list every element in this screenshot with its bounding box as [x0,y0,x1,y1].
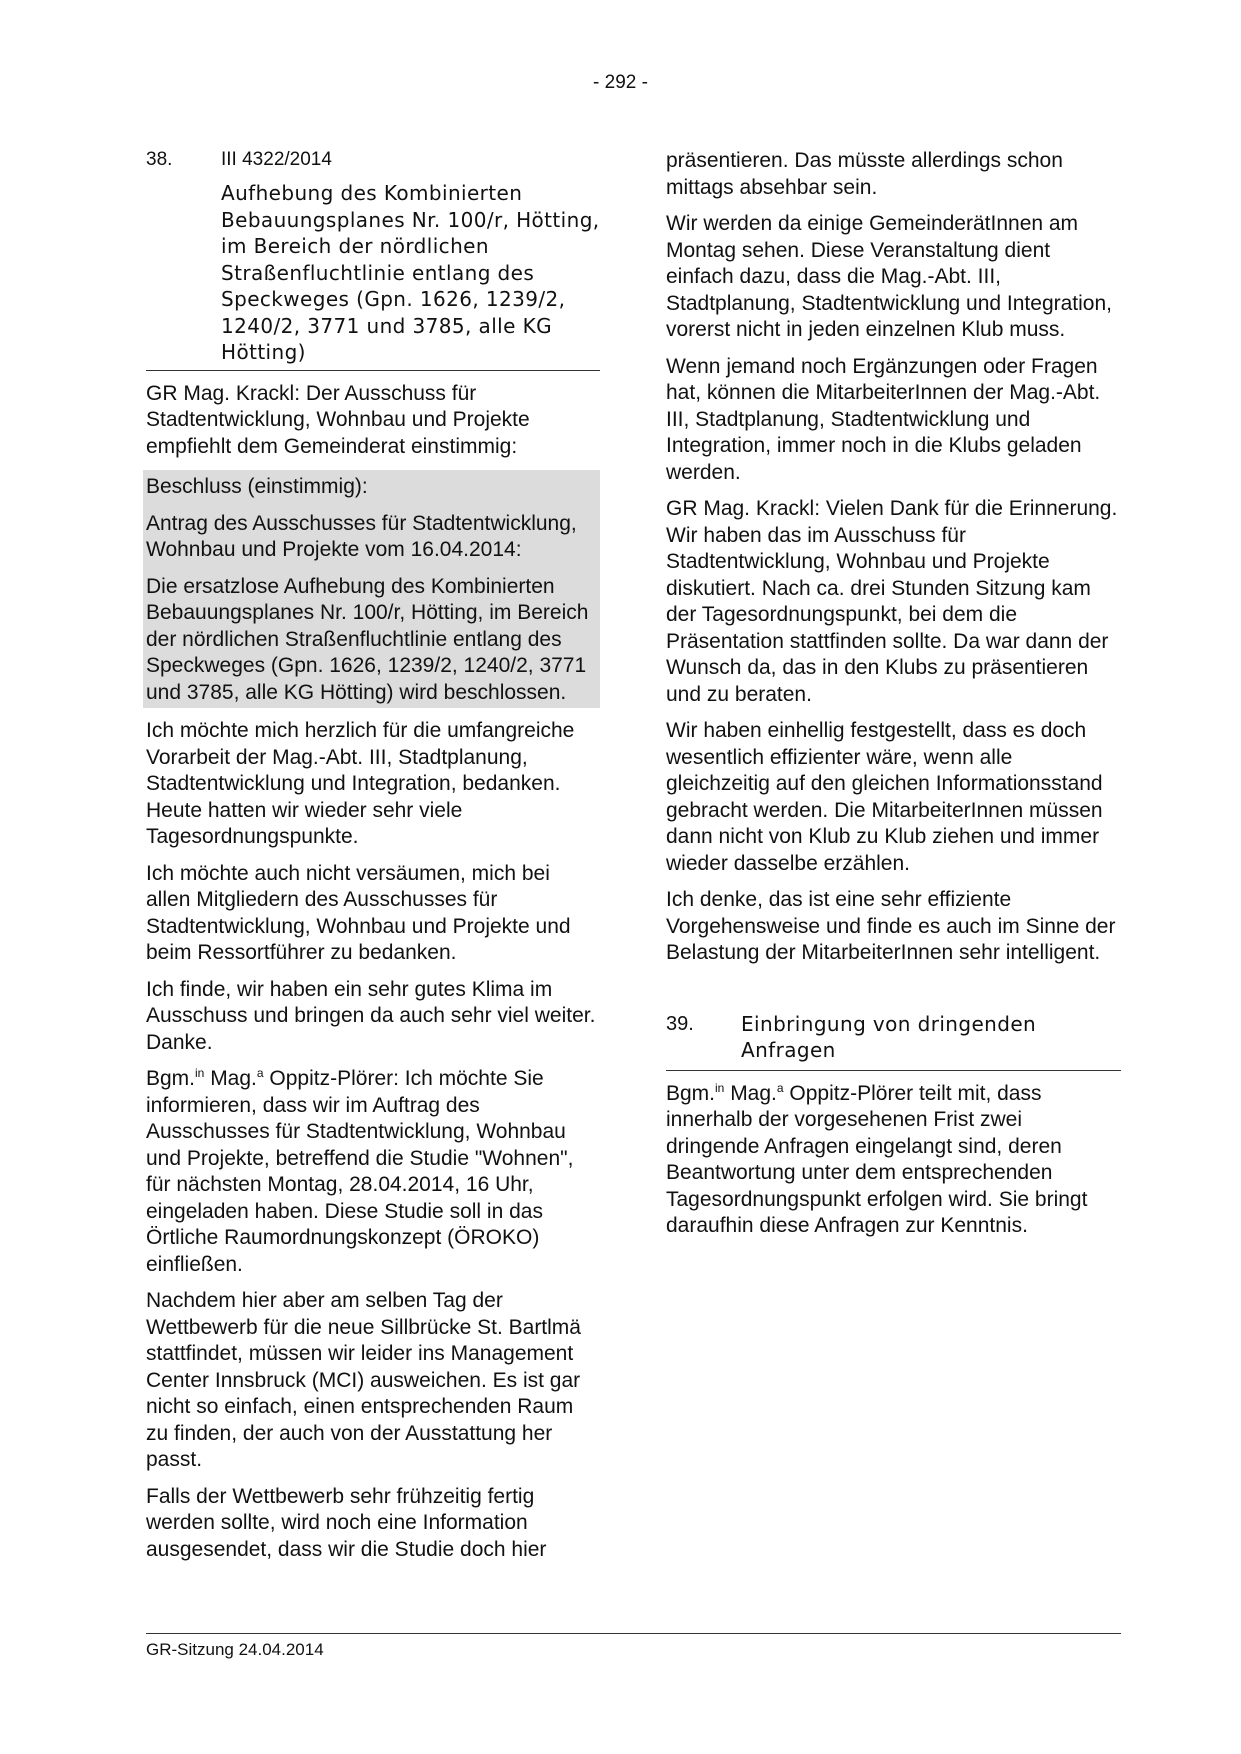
paragraph: Ich finde, wir haben ein sehr gutes Klima im Ausschuss und bringen da auch sehr viel weiter. Danke. [146,977,596,1054]
footer: GR-Sitzung 24.04.2014 [146,1640,324,1659]
item-38-title: Aufhebung des Kombinierten Bebauungsplanes Nr. 100/r, Hötting, im Bereich der nördlichen Straßenfluchtlinie entlang des Speckweges (Gpn. 1626, 1239/2, 1240/2, 3771 und 3785, alle KG Hötting) [221,181,600,364]
mayor-speech: Bgm.$^{in}$ Mag.$^a$ Oppitz-Plörer: Ich möchte Sie informieren, dass wir im Auftrag des Ausschusses für Stadtentwicklung, Wohnbau und Projekte, betreffend die Studie "Wohnen", für nächsten Montag, 28.04.2014, 16 Uhr, eingeladen haben. Diese Studie soll in das Örtliche Raumordnungskonzept (ÖROKO) einfließen. [146,1066,574,1276]
resolution-heading: Beschluss (einstimmig): [146,475,368,498]
paragraph: Ich möchte mich herzlich für die umfangreiche Vorarbeit der Mag.-Abt. III, Stadtplanung, Stadtentwicklung und Integration, bedanken. Heute hatten wir wieder sehr viele Tagesordnungspunkte. [146,719,575,848]
resolution-text: Die ersatzlose Aufhebung des Kombinierten Bebauungsplanes Nr. 100/r, Hötting, im Bereich der nördlichen Straßenfluchtlinie entlang des Speckweges (Gpn. 1626, 1239/2, 1240/2, 3771 und 3785, alle KG Hötting) wird beschlossen. [146,574,589,704]
paragraph: Ich möchte auch nicht versäumen, mich bei allen Mitgliedern des Ausschusses für Stadtentwicklung, Wohnbau und Projekte und beim Ressortführer zu bedanken. [146,861,571,964]
item-38-number: 38. [146,149,173,170]
item-38-title-block [146,172,600,371]
item-39-text: Bgm.$^{in}$ Mag.$^a$ Oppitz-Plörer teilt mit, dass innerhalb der vorgesehenen Frist zwei dringende Anfragen eingelangt sind, deren Beantwortung unter dem entsprechenden Tagesordnungspunkt erfolgen wird. Sie bringt daraufhin diese Anfragen zur Kenntnis. [666,1080,1088,1237]
paragraph: Nachdem hier aber am selben Tag der Wettbewerb für die neue Sillbrücke St. Bartlmä stattfindet, müssen wir leider ins Management Center Innsbruck (MCI) ausweichen. Es ist gar nicht so einfach, einen entsprechenden Raum zu finden, der auch von der Ausstattung her passt. [146,1289,581,1471]
item-39-title: Einbringung von dringenden Anfragen [741,1011,1037,1062]
resolution-motion: Antrag des Ausschusses für Stadtentwicklung, Wohnbau und Projekte vom 16.04.2014: [146,511,577,561]
paragraph: Falls der Wettbewerb sehr frühzeitig fertig werden sollte, wird noch eine Information ausgesendet, dass wir die Studie doch hier [146,1484,547,1561]
item-39-header [666,1011,1121,1071]
paragraph: GR Mag. Krackl: Vielen Dank für die Erinnerung. Wir haben das im Ausschuss für Stadtentwicklung, Wohnbau und Projekte diskutiert. Nach ca. drei Stunden Sitzung kam der Tagesordnungspunkt, bei dem die Präsentation stattfinden sollte. Da war dann der Wunsch da, das in den Klubs zu präsentieren und zu beraten. [666,497,1118,706]
item-39-number: 39. [666,1012,694,1035]
paragraph: präsentieren. Das müsste allerdings schon mittags absehbar sein. [666,149,1063,199]
right-column [666,148,1121,1250]
paragraph: Ich denke, das ist eine sehr effiziente Vorgehensweise und finde es auch im Sinne der Belastung der MitarbeiterInnen sehr intelligent. [666,888,1116,964]
krackl-intro: GR Mag. Krackl: Der Ausschuss für Stadtentwicklung, Wohnbau und Projekte empfiehlt dem Gemeinderat einstimmig: [146,381,530,458]
footer-divider [146,1633,1121,1634]
paragraph: Wenn jemand noch Ergänzungen oder Fragen hat, können die MitarbeiterInnen der Mag.-Abt. III, Stadtplanung, Stadtentwicklung und Integration, immer noch in die Klubs geladen werden. [666,354,1101,484]
item-38-header [146,148,600,172]
resolution-box [143,470,600,708]
item-38-reference: III 4322/2014 [221,149,332,170]
paragraph: Wir haben einhellig festgestellt, dass es doch wesentlich effizienter wäre, wenn alle gleichzeitig auf den gleichen Informationsstand gebracht werden. Die MitarbeiterInnen müssen dann nicht von Klub zu Klub ziehen und immer wieder dasselbe erzählen. [666,719,1103,875]
page-number: - 292 - [593,72,648,93]
left-column [146,148,600,1573]
paragraph: Wir werden da einige GemeinderätInnen am Montag sehen. Diese Veranstaltung dient einfach dazu, dass die Mag.-Abt. III, Stadtplanung, Stadtentwicklung und Integration, vorerst nicht in jeden einzelnen Klub muss. [666,212,1112,341]
